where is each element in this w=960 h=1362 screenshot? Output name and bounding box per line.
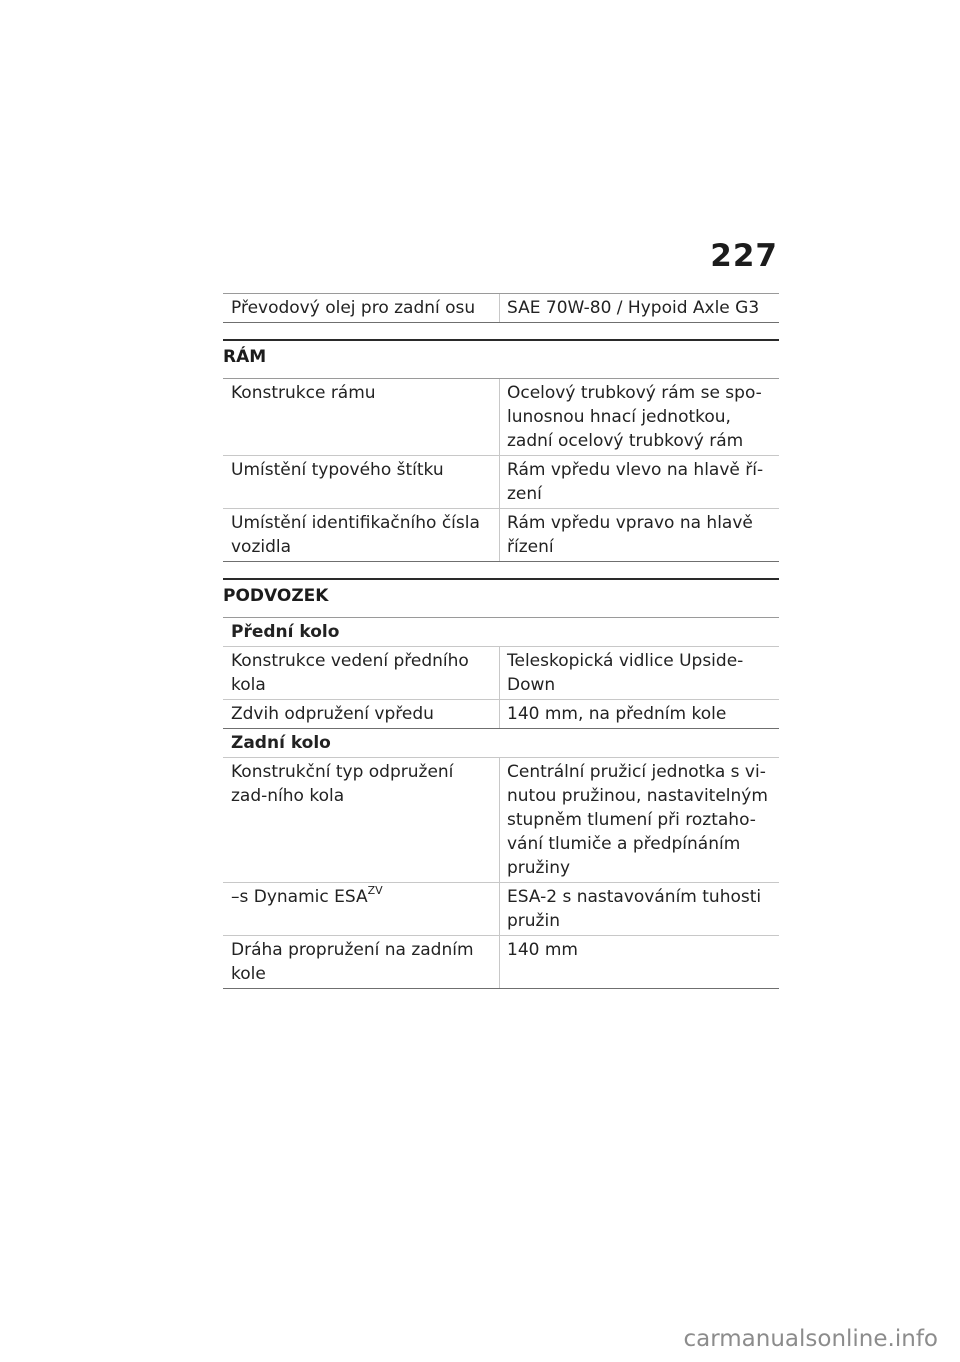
spec-label: Převodový olej pro zadní osu bbox=[223, 294, 500, 322]
spec-value: Rám vpředu vlevo na hlavě ří-zení bbox=[507, 460, 764, 504]
page-number: 227 bbox=[710, 238, 778, 274]
table-row bbox=[223, 700, 779, 729]
table-row bbox=[223, 293, 779, 323]
subsection-title-front-wheel: Přední kolo bbox=[223, 617, 779, 647]
table-row bbox=[223, 936, 779, 989]
spec-value: Teleskopická vidlice Upside-Down bbox=[507, 651, 744, 695]
spec-content bbox=[223, 293, 779, 989]
section-title-ram: RÁM bbox=[223, 339, 779, 378]
watermark: carmanualsonline.info bbox=[683, 1326, 938, 1352]
spec-label: Zdvih odpružení vpředu bbox=[223, 700, 500, 728]
spec-label: Umístění identifikačního čísla vozidla bbox=[223, 509, 500, 561]
spec-label: Dráha propružení na zadním kole bbox=[223, 936, 500, 988]
spec-value: ESA-2 s nastavováním tuhosti pružin bbox=[507, 887, 762, 931]
spec-value: Ocelový trubkový rám se spo-lunosnou hnací jednotkou, zadní ocelový trubkový rám bbox=[507, 383, 762, 451]
subsection-title-rear-wheel: Zadní kolo bbox=[223, 729, 779, 758]
section-title-podvozek: PODVOZEK bbox=[223, 578, 779, 617]
spec-label: Konstrukce rámu bbox=[223, 379, 500, 455]
table-row bbox=[223, 456, 779, 509]
spec-value: SAE 70W-80 / Hypoid Axle G3 bbox=[507, 298, 760, 318]
table-row bbox=[223, 647, 779, 700]
spec-value: Rám vpředu vpravo na hlavě řízení bbox=[507, 513, 753, 557]
superscript-note: ZV bbox=[367, 884, 383, 897]
spec-label-text: –s Dynamic ESA bbox=[231, 887, 368, 907]
spec-label bbox=[223, 883, 500, 935]
spec-label: Konstrukční typ odpružení zad-ního kola bbox=[223, 758, 500, 882]
spec-value: 140 mm, na předním kole bbox=[507, 704, 727, 724]
spec-value: Centrální pružicí jednotka s vi-nutou pružinou, nastavitelným stupněm tlumení při roztaho-vání tlumiče a předpínáním pružiny bbox=[507, 762, 768, 878]
spec-label: Umístění typového štítku bbox=[223, 456, 500, 508]
table-row bbox=[223, 883, 779, 936]
spec-value: 140 mm bbox=[507, 940, 578, 960]
table-row bbox=[223, 758, 779, 883]
spec-label: Konstrukce vedení předního kola bbox=[223, 647, 500, 699]
table-row bbox=[223, 378, 779, 456]
table-row bbox=[223, 509, 779, 562]
